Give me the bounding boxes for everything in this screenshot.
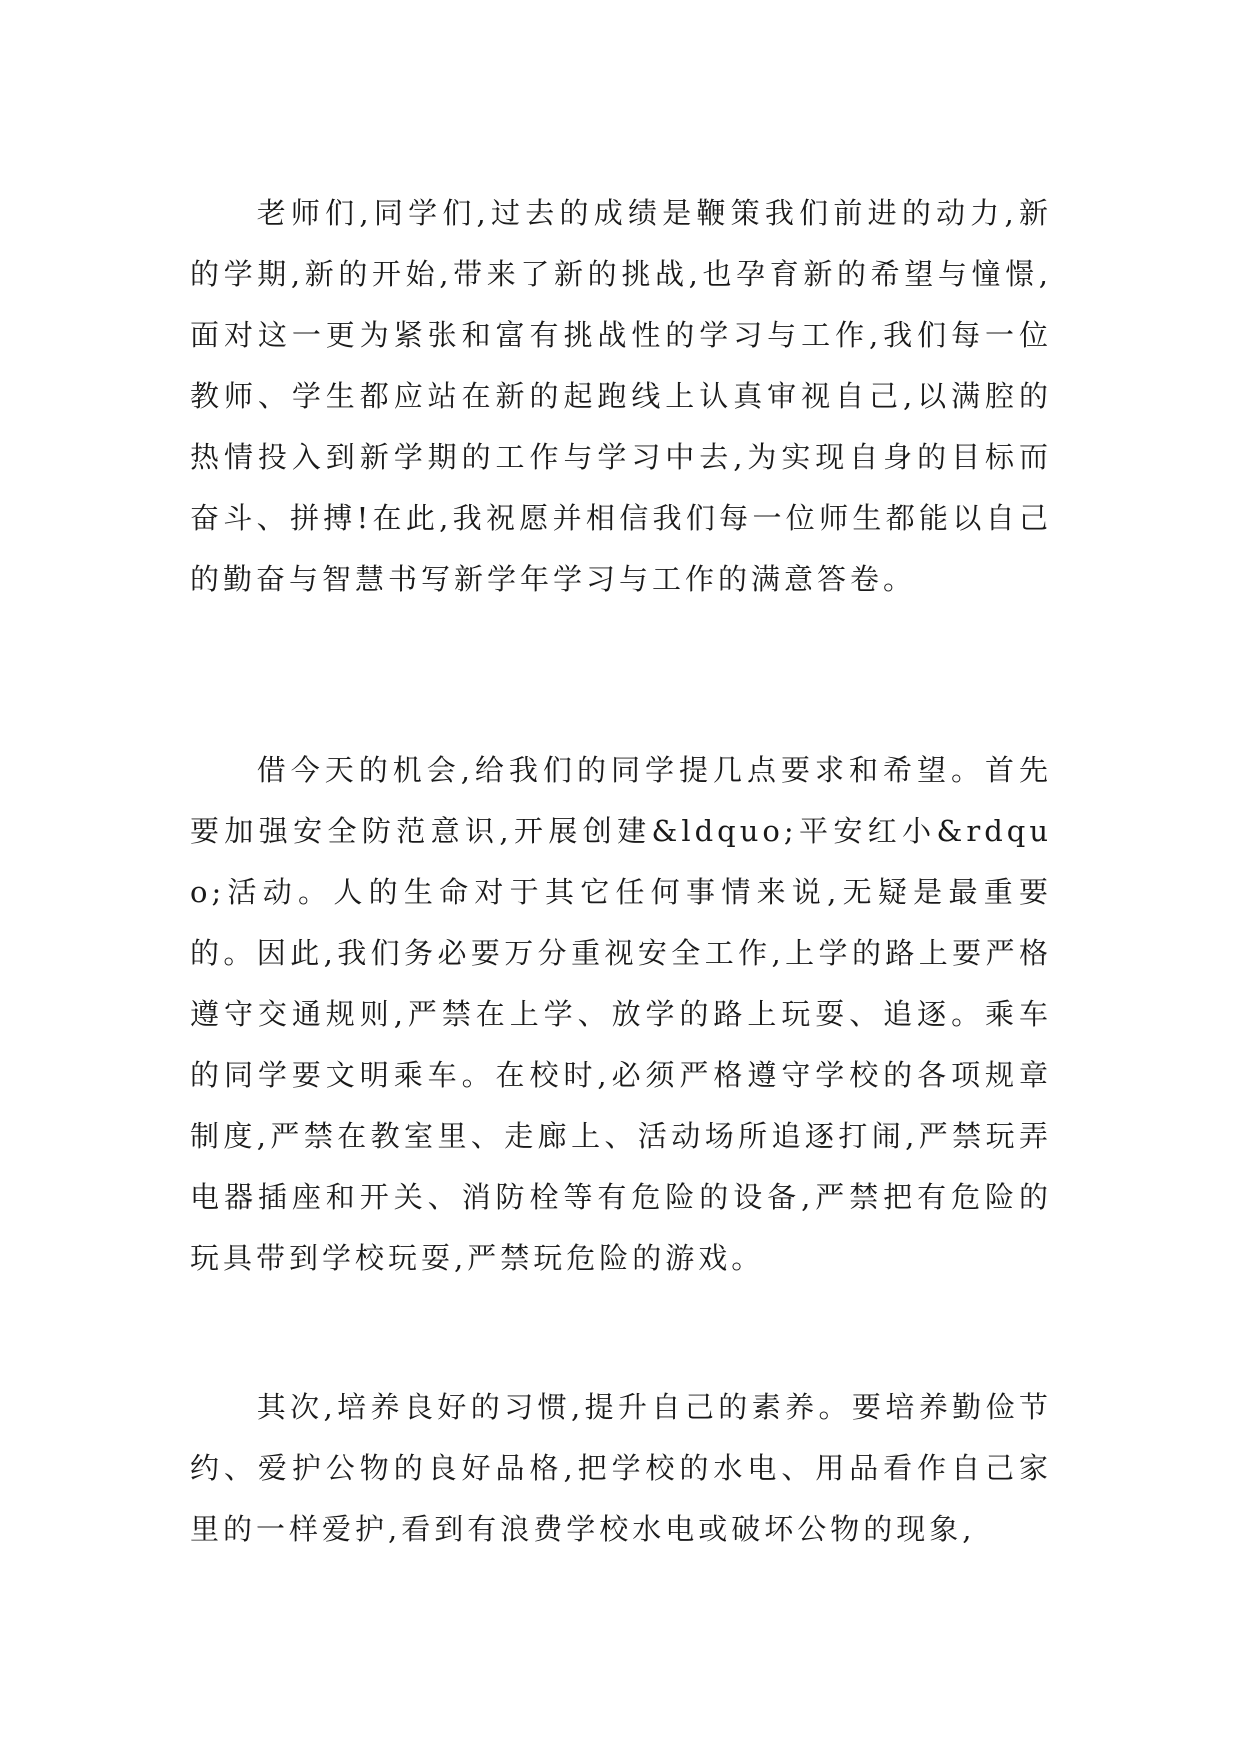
paragraph-3: 其次,培养良好的习惯,提升自己的素养。要培养勤俭节约、爱护公物的良好品格,把学校的水电、用品看作自己家里的一样爱护,看到有浪费学校水电或破坏公物的现象,: [190, 1390, 1052, 1546]
paragraph-1: 老师们,同学们,过去的成绩是鞭策我们前进的动力,新的学期,新的开始,带来了新的挑战,也孕育新的希望与憧憬,面对这一更为紧张和富有挑战性的学习与工作,我们每一位教师、学生都应站在新的起跑线上认真审视自己,以满腔的热情投入到新学期的工作与学习中去,为实现自身的目标而奋斗、拼搏!在此,我祝愿并相信我们每一位师生都能以自己的勤奋与智慧书写新学年学习与工作的满意答卷。: [190, 196, 1052, 596]
paragraph-2: 借今天的机会,给我们的同学提几点要求和希望。首先要加强安全防范意识,开展创建&ldquo;平安红小&rdquo;活动。人的生命对于其它任何事情来说,无疑是最重要的。因此,我们务必要万分重视安全工作,上学的路上要严格遵守交通规则,严禁在上学、放学的路上玩耍、追逐。乘车的同学要文明乘车。在校时,必须严格遵守学校的各项规章制度,严禁在教室里、走廊上、活动场所追逐打闹,严禁玩弄电器插座和开关、消防栓等有危险的设备,严禁把有危险的玩具带到学校玩耍,严禁玩危险的游戏。: [190, 753, 1052, 1275]
